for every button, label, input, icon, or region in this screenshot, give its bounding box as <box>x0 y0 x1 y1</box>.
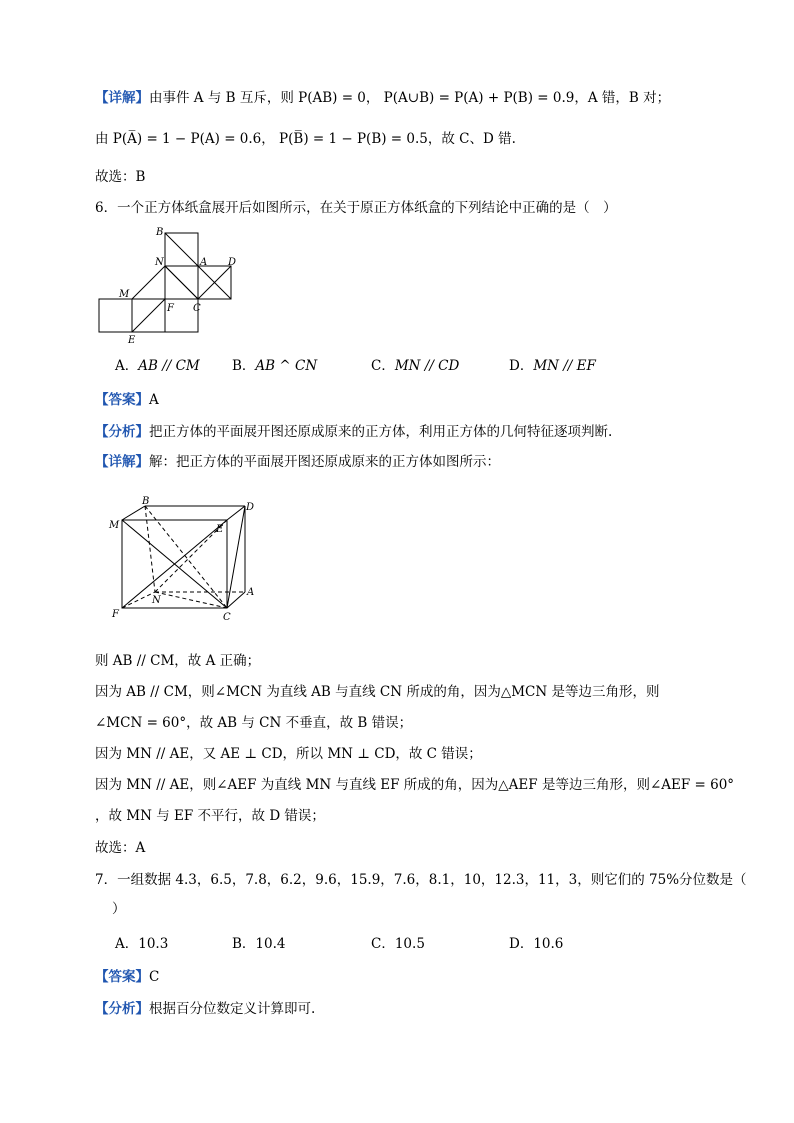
cube-net-figure <box>95 225 255 350</box>
net-label-n: N <box>155 257 164 268</box>
net-label-m: M <box>119 289 130 300</box>
detail-line-2: 由 P(A̅) = 1 − P(A) = 0.6， P(B̅) = 1 − P(B) = 0.5，故 C、D 错. <box>95 131 516 147</box>
net-label-e: E <box>128 335 136 346</box>
q6-line-2: 因为 AB // CM，则∠MCN 为直线 AB 与直线 CN 所成的角，因为△MCN 是等边三角形，则 <box>95 684 660 700</box>
cube-label-n: N <box>152 595 161 606</box>
q7-option-d: D．10.6 <box>509 936 564 952</box>
detail-paragraph-1 <box>95 88 670 108</box>
q6-option-d: D．MN // EF <box>509 358 596 374</box>
q7-analysis: 【分析】根据百分位数定义计算即可. <box>95 1001 316 1017</box>
q6-line-7: 故选：A <box>95 840 146 856</box>
q7-answer: 【答案】C <box>95 969 160 985</box>
q6-analysis: 【分析】把正方体的平面展开图还原成原来的正方体，利用正方体的几何特征逐项判断. <box>95 424 613 440</box>
detail-text: 由事件 A 与 B 互斥，则 P(AB) = 0， P(A∪B) = P(A) + P(B) = 0.9，A 错，B 对； <box>149 90 671 106</box>
net-label-c: C <box>193 303 201 314</box>
cube-label-m: M <box>109 520 120 531</box>
net-label-d: D <box>228 257 237 268</box>
cube-figure <box>100 495 270 625</box>
detail-tag: 【详解】 <box>95 90 149 106</box>
net-label-b: B <box>156 227 164 238</box>
q6-option-a: A．AB // CM <box>115 358 200 374</box>
cube-label-b: B <box>142 496 150 507</box>
question-7-stem: 7．一组数据 4.3，6.5，7.8，6.2，9.6，15.9，7.6，8.1，10，12.3，11，3，则它们的 75%分位数是（ <box>95 872 747 888</box>
q6-line-3: ∠MCN = 60°，故 AB 与 CN 不垂直，故 B 错误； <box>95 715 413 731</box>
q6-line-6: ，故 MN 与 EF 不平行，故 D 错误； <box>95 808 325 824</box>
cube-label-e: E <box>216 524 224 535</box>
cube-label-a: A <box>247 587 255 598</box>
q6-line-1: 则 AB // CM，故 A 正确； <box>95 653 261 669</box>
cube-label-d: D <box>246 502 255 513</box>
q7-option-b: B．10.4 <box>232 936 286 952</box>
q6-option-c: C．MN // CD <box>371 358 460 374</box>
q7-option-c: C．10.5 <box>371 936 425 952</box>
cube-label-f: F <box>112 609 119 620</box>
question-7-stem-end: ） <box>112 901 126 917</box>
q7-option-a: A．10.3 <box>115 936 169 952</box>
q6-detail: 【详解】解：把正方体的平面展开图还原成原来的正方体如图所示： <box>95 454 500 470</box>
q6-option-b: B．AB ^ CN <box>232 358 318 374</box>
net-label-f: F <box>167 303 174 314</box>
select-answer-1: 故选：B <box>95 169 146 185</box>
q6-line-5: 因为 MN // AE，则∠AEF 为直线 MN 与直线 EF 所成的角，因为△AEF 是等边三角形，则∠AEF = 60° <box>95 777 735 793</box>
cube-label-c: C <box>223 612 231 623</box>
q6-line-4: 因为 MN // AE，又 AE ⊥ CD，所以 MN ⊥ CD，故 C 错误； <box>95 746 482 762</box>
q6-answer: 【答案】A <box>95 392 159 408</box>
net-label-a: A <box>200 257 208 268</box>
question-6-stem: 6．一个正方体纸盒展开后如图所示，在关于原正方体纸盒的下列结论中正确的是（ ） <box>95 200 617 216</box>
